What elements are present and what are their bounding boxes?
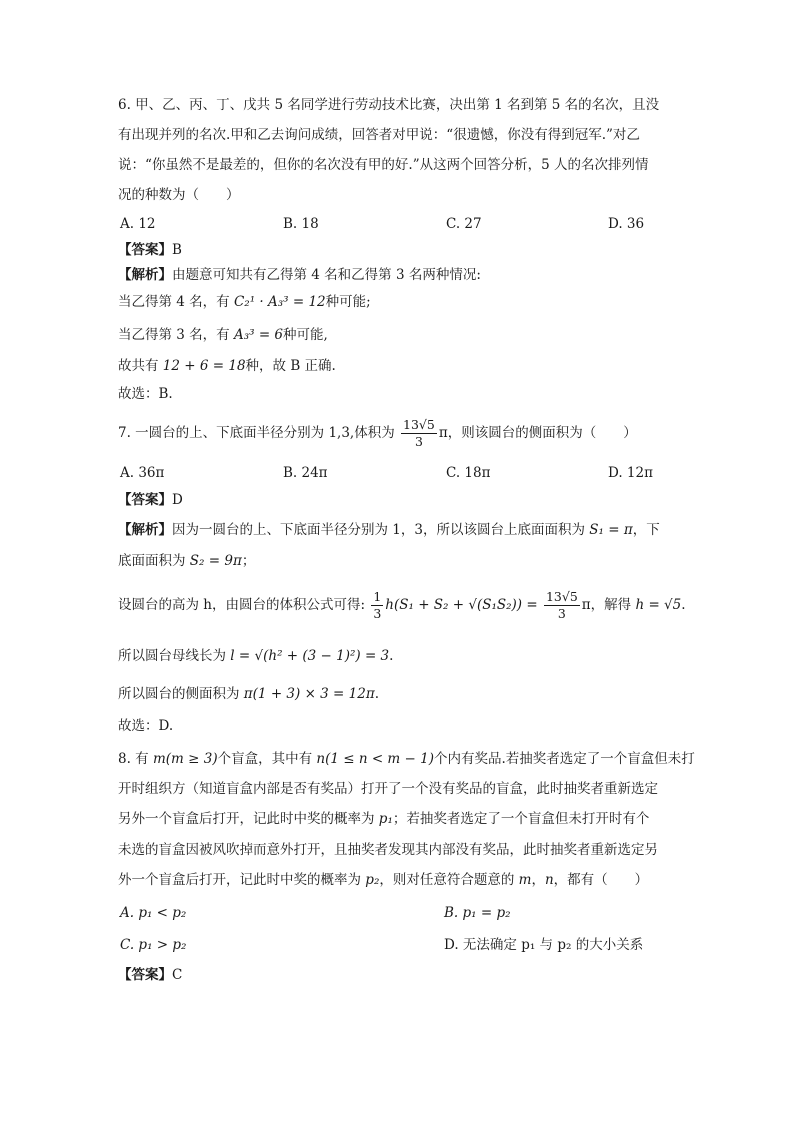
q7-analysis-line-5	[118, 684, 379, 704]
q8-option-d: D. 无法确定 p₁ 与 p₂ 的大小关系	[444, 937, 644, 953]
q7-stem	[118, 413, 637, 453]
formula: S₁ = π	[589, 522, 633, 538]
analysis-label: 【解析】	[118, 267, 172, 283]
text: ；	[241, 553, 256, 569]
q7-select: 故选：D.	[118, 718, 174, 734]
q7-analysis-line-1	[118, 520, 660, 540]
text: π，解得	[581, 597, 636, 613]
fraction-numerator: 1	[373, 589, 382, 604]
answer-value: D	[172, 492, 183, 508]
q6-analysis-line-1	[118, 265, 481, 285]
q6-analysis-line-2	[118, 292, 371, 312]
q7-answer	[118, 490, 183, 510]
formula: S₂ = 9π	[189, 553, 242, 569]
q6-select: 故选：B.	[118, 386, 173, 402]
q7-option-a: A. 36π	[120, 465, 165, 481]
formula: p₁	[378, 811, 393, 827]
text: ；若抽奖者选定了一个盲盒但未打开时有个	[392, 811, 650, 827]
q6-option-b: B. 18	[283, 216, 319, 232]
text: 当乙得第 4 名，有	[118, 294, 234, 310]
q6-option-a: A. 12	[120, 216, 156, 232]
text: ，都有（ ）	[553, 872, 649, 888]
answer-value: C	[172, 967, 183, 983]
formula: p₂	[365, 872, 380, 888]
text: 外一个盲盒后打开，记此时中奖的概率为	[118, 872, 366, 888]
analysis-label: 【解析】	[118, 522, 172, 538]
formula: n	[544, 872, 554, 888]
text: 种可能,	[283, 327, 328, 343]
q8-stem-line-1	[118, 749, 695, 769]
formula: m	[518, 872, 532, 888]
volume-fraction	[401, 417, 437, 450]
answer-label: 【答案】	[118, 967, 172, 983]
formula: π(1 + 3) × 3 = 12π	[243, 686, 375, 702]
text: 所以圆台母线长为	[118, 648, 231, 664]
q8-answer	[118, 965, 182, 985]
text: 故共有	[118, 358, 163, 374]
formula: n(1 ≤ n < m − 1)	[316, 751, 434, 767]
text: .	[374, 686, 380, 702]
q6-analysis-line-4	[118, 356, 336, 376]
answer-label: 【答案】	[118, 242, 172, 258]
q8-option-a: A. p₁ < p₂	[120, 905, 187, 921]
q7-option-b: B. 24π	[283, 465, 328, 481]
q8-option-b: B. p₁ = p₂	[444, 905, 511, 921]
formula: h(S₁ + S₂ + √(S₁S₂)) =	[385, 597, 542, 613]
text: 个内有奖品.若抽奖者选定了一个盲盒但未打	[433, 751, 695, 767]
text: ，则对任意符合题意的	[379, 872, 519, 888]
q6-stem-line-4: 况的种数为（ ）	[118, 187, 240, 203]
text: .	[389, 648, 394, 664]
formula: m(m ≥ 3)	[152, 751, 218, 767]
answer-value: B	[172, 242, 182, 258]
q6-answer	[118, 240, 182, 260]
volume-fraction	[544, 589, 580, 622]
text: 7. 一圆台的上、下底面半径分别为 1,3,体积为	[118, 425, 400, 441]
formula: h = √5	[635, 597, 682, 613]
q7-analysis-line-2	[118, 551, 255, 571]
text: 8. 有	[118, 751, 153, 767]
q7-option-c: C. 18π	[446, 465, 491, 481]
q6-analysis-line-3	[118, 325, 328, 345]
answer-label: 【答案】	[118, 492, 172, 508]
text: 个盲盒，其中有	[217, 751, 317, 767]
q8-stem-line-4: 未选的盲盒因被风吹掉而意外打开，且抽奖者发现其内部没有奖品，此时抽奖者重新选定另	[118, 842, 658, 858]
text: 设圆台的高为 h，由圆台的体积公式可得:	[118, 597, 370, 613]
q8-stem-line-5	[118, 870, 648, 890]
text: 种可能;	[325, 294, 371, 310]
formula: C₂¹ · A₃³ = 12	[233, 294, 326, 310]
q8-option-c: C. p₁ > p₂	[120, 937, 187, 953]
q7-analysis-line-3	[118, 585, 686, 625]
formula: l = √(h² + (3 − 1)²) = 3	[230, 648, 390, 664]
q8-stem-line-3	[118, 809, 649, 829]
text: 所以圆台的侧面积为	[118, 686, 244, 702]
text: 底面面积为	[118, 553, 190, 569]
text: 种，故 B 正确.	[245, 358, 336, 374]
q8-stem-line-2: 开时组织方（知道盲盒内部是否有奖品）打开了一个没有奖品的盲盒，此时抽奖者重新选定	[118, 781, 658, 797]
fraction-denominator: 3	[557, 606, 566, 621]
text: ，下	[632, 522, 660, 538]
one-third-fraction	[371, 589, 383, 622]
q6-stem-line-2: 有出现并列的名次.甲和乙去询问成绩，回答者对甲说：“很遗憾，你没有得到冠军.”对乙	[118, 127, 640, 143]
q6-option-c: C. 27	[446, 216, 482, 232]
formula: A₃³ = 6	[233, 327, 284, 343]
q7-analysis-line-4	[118, 646, 393, 666]
fraction-numerator: 13√5	[403, 417, 435, 432]
q7-option-d: D. 12π	[608, 465, 653, 481]
text: π，则该圆台的侧面积为（ ）	[438, 425, 637, 441]
formula: 12 + 6 = 18	[162, 358, 246, 374]
fraction-denominator: 3	[414, 434, 423, 449]
q6-stem-line-1: 6. 甲、乙、丙、丁、戊共 5 名同学进行劳动技术比赛，决出第 1 名到第 5 名的名次，且没	[118, 97, 660, 113]
text: ，	[531, 872, 545, 888]
fraction-denominator: 3	[373, 606, 382, 621]
text: 当乙得第 3 名，有	[118, 327, 234, 343]
text: 另外一个盲盒后打开，记此时中奖的概率为	[118, 811, 379, 827]
analysis-text: 由题意可知共有乙得第 4 名和乙得第 3 名两种情况:	[172, 267, 481, 283]
text: 因为一圆台的上、下底面半径分别为 1，3，所以该圆台上底面面积为	[172, 522, 590, 538]
q6-stem-line-3: 说：“你虽然不是最差的，但你的名次没有甲的好.”从这两个回答分析，5 人的名次排列情	[118, 157, 649, 173]
q6-option-d: D. 36	[608, 216, 645, 232]
text: .	[681, 597, 686, 613]
fraction-numerator: 13√5	[545, 589, 578, 604]
